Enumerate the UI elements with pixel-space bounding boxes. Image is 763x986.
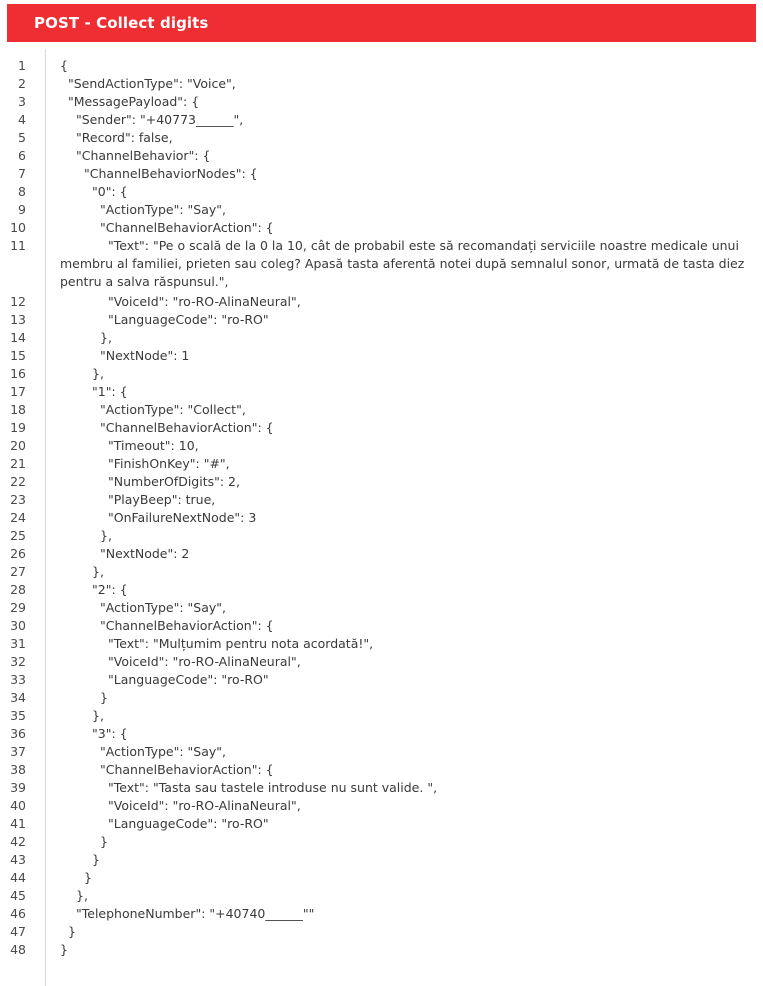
line-number: 42: [10, 834, 26, 849]
line-number: 24: [10, 510, 26, 525]
code-text: },: [100, 330, 112, 345]
line-number: 8: [18, 184, 26, 199]
line-number: 45: [10, 888, 26, 903]
line-number: 47: [10, 924, 26, 939]
line-number: 33: [10, 672, 26, 687]
line-number: 1: [18, 58, 26, 73]
line-number: 20: [10, 438, 26, 453]
code-text: }: [60, 942, 68, 957]
line-number: 30: [10, 618, 26, 633]
line-number: 31: [10, 636, 26, 651]
line-number: 5: [18, 130, 26, 145]
code-text: },: [100, 528, 112, 543]
code-text: "ActionType": "Say",: [100, 744, 227, 759]
line-number: 4: [18, 112, 26, 127]
line-number: 36: [10, 726, 26, 741]
line-number: 21: [10, 456, 26, 471]
line-number: 27: [10, 564, 26, 579]
code-text: "ChannelBehaviorAction": {: [100, 220, 274, 235]
line-number: 14: [10, 330, 26, 345]
code-text: "TelephoneNumber": "+40740______"": [76, 906, 315, 921]
line-number: 2: [18, 76, 26, 91]
line-number: 12: [10, 294, 26, 309]
line-number: 25: [10, 528, 26, 543]
code-text: "2": {: [92, 582, 128, 597]
line-number: 43: [10, 852, 26, 867]
line-number: 3: [18, 94, 26, 109]
code-text: "Record": false,: [76, 130, 173, 145]
line-number: 34: [10, 690, 26, 705]
line-number: 11: [10, 238, 26, 253]
line-number: 39: [10, 780, 26, 795]
code-text: "Sender": "+40773______",: [76, 112, 244, 127]
line-number: 18: [10, 402, 26, 417]
code-text: "LanguageCode": "ro-RO": [108, 672, 269, 687]
code-text: "LanguageCode": "ro-RO": [108, 312, 269, 327]
line-number: 46: [10, 906, 26, 921]
line-number: 13: [10, 312, 26, 327]
code-text: "OnFailureNextNode": 3: [108, 510, 257, 525]
code-text: },: [92, 564, 104, 579]
code-text: "MessagePayload": {: [68, 94, 200, 109]
line-number: 22: [10, 474, 26, 489]
code-text: "ChannelBehavior": {: [76, 148, 211, 163]
code-text: }: [68, 924, 76, 939]
code-text: }: [84, 870, 92, 885]
code-text: "Timeout": 10,: [108, 438, 199, 453]
line-number: 41: [10, 816, 26, 831]
code-text: "3": {: [92, 726, 128, 741]
header-title: POST - Collect digits: [34, 14, 209, 32]
code-text: {: [60, 58, 68, 73]
code-text: "0": {: [92, 184, 128, 199]
code-text: "VoiceId": "ro-RO-AlinaNeural",: [108, 798, 301, 813]
code-text: "ActionType": "Say",: [100, 600, 227, 615]
line-number: 17: [10, 384, 26, 399]
code-text: "LanguageCode": "ro-RO": [108, 816, 269, 831]
line-number: 7: [18, 166, 26, 181]
code-text: "FinishOnKey": "#",: [108, 456, 230, 471]
code-text: "Text": "Mulțumim pentru nota acordată!",: [108, 636, 374, 651]
line-number: 26: [10, 546, 26, 561]
line-number-divider: [45, 49, 46, 986]
line-number: 15: [10, 348, 26, 363]
line-number: 37: [10, 744, 26, 759]
line-number: 35: [10, 708, 26, 723]
code-text: "VoiceId": "ro-RO-AlinaNeural",: [108, 294, 301, 309]
code-text: "ChannelBehaviorAction": {: [100, 618, 274, 633]
code-text: "ChannelBehaviorAction": {: [100, 420, 274, 435]
page-header: [7, 4, 756, 42]
code-text: },: [76, 888, 88, 903]
code-text: "ActionType": "Say",: [100, 202, 227, 217]
line-number: 10: [10, 220, 26, 235]
code-text: "Text": "Tasta sau tastele introduse nu sunt valide. ",: [108, 780, 438, 795]
code-text: "NextNode": 2: [100, 546, 190, 561]
code-text: "SendActionType": "Voice",: [68, 76, 236, 91]
code-text: },: [92, 366, 104, 381]
line-number: 19: [10, 420, 26, 435]
line-number: 9: [18, 202, 26, 217]
code-text: },: [92, 708, 104, 723]
line-number: 32: [10, 654, 26, 669]
code-text: "PlayBeep": true,: [108, 492, 216, 507]
code-text: "VoiceId": "ro-RO-AlinaNeural",: [108, 654, 301, 669]
line-number: 6: [18, 148, 26, 163]
code-text: "NextNode": 1: [100, 348, 190, 363]
code-text: }: [100, 690, 108, 705]
line-number: 28: [10, 582, 26, 597]
code-text: }: [92, 852, 100, 867]
line-number: 44: [10, 870, 26, 885]
code-text: "ActionType": "Collect",: [100, 402, 246, 417]
line-number: 38: [10, 762, 26, 777]
line-number: 16: [10, 366, 26, 381]
code-text: "Text": "Pe o scală de la 0 la 10, cât de probabil este să recomandați serviciile noastre medicale unui membru al familiei, prieten sau coleg? Apasă tasta aferentă notei după semnalul sonor, urmată de tasta diez pentru a salva răspunsul.",: [60, 238, 745, 289]
code-text: "1": {: [92, 384, 128, 399]
line-number: 23: [10, 492, 26, 507]
code-text: "ChannelBehaviorAction": {: [100, 762, 274, 777]
code-text: }: [100, 834, 108, 849]
code-text: "NumberOfDigits": 2,: [108, 474, 240, 489]
line-number: 29: [10, 600, 26, 615]
code-text: "ChannelBehaviorNodes": {: [84, 166, 258, 181]
line-number: 48: [10, 942, 26, 957]
line-number: 40: [10, 798, 26, 813]
